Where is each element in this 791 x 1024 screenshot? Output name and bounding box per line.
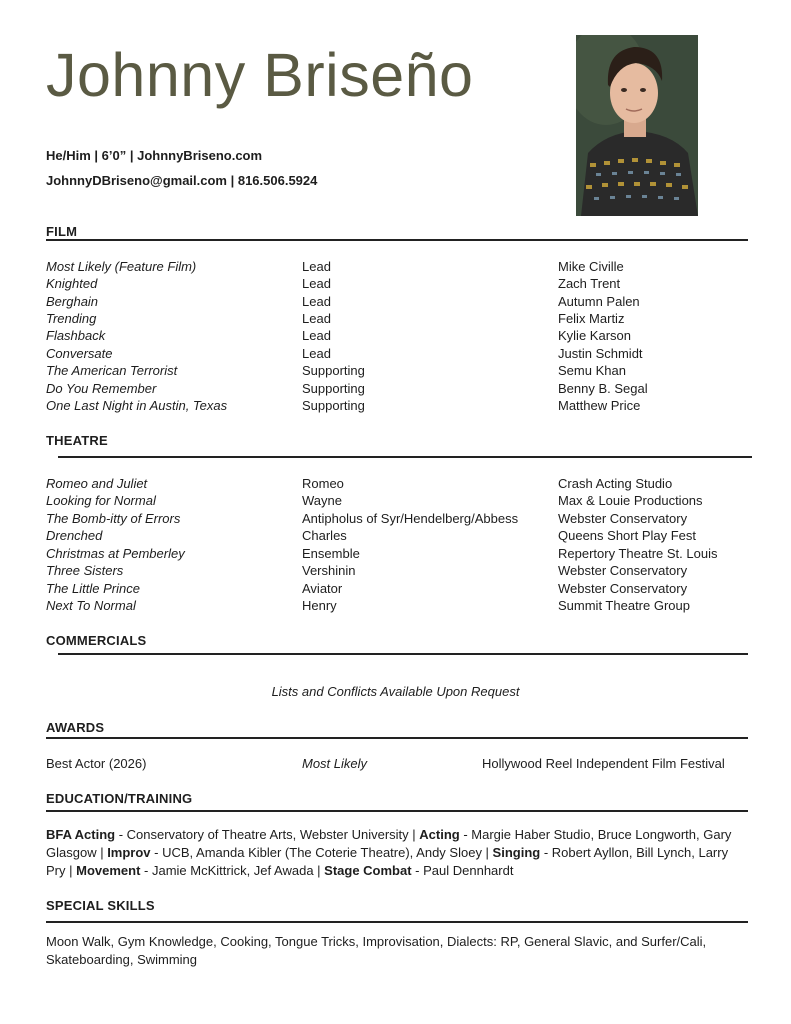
film-title: Trending (46, 311, 97, 326)
theatre-title: Drenched (46, 528, 103, 543)
film-row (46, 397, 756, 414)
theatre-company: Max & Louie Productions (558, 493, 703, 508)
commercials-note: Lists and Conflicts Available Upon Request (271, 684, 520, 699)
theatre-row (46, 545, 756, 562)
theatre-title: Three Sisters (46, 563, 124, 578)
commercials-divider (58, 653, 748, 655)
theatre-title: Looking for Normal (46, 493, 156, 508)
theatre-title: Romeo and Juliet (46, 476, 148, 491)
theatre-company: Webster Conservatory (558, 581, 688, 596)
training-category: Improv (107, 845, 151, 860)
theatre-role: Romeo (302, 476, 344, 491)
film-title: The American Terrorist (46, 363, 178, 378)
film-row (46, 293, 756, 310)
training-category: Stage Combat (324, 863, 412, 878)
film-director: Mike Civille (558, 259, 624, 274)
film-role: Lead (302, 346, 331, 361)
film-role: Lead (302, 328, 331, 343)
film-director: Autumn Palen (558, 294, 640, 309)
theatre-company: Queens Short Play Fest (558, 528, 697, 543)
training-category: Acting (419, 827, 460, 842)
film-row (46, 275, 756, 292)
film-director: Benny B. Segal (558, 381, 648, 396)
film-row (46, 345, 756, 362)
theatre-role: Charles (302, 528, 347, 543)
theatre-row (46, 492, 756, 509)
film-role: Supporting (302, 381, 365, 396)
theatre-title: Next To Normal (46, 598, 136, 613)
theatre-company: Repertory Theatre St. Louis (558, 546, 718, 561)
headshot-photo (576, 35, 698, 216)
training-detail: - Paul Dennhardt (411, 863, 514, 878)
awards-section-title: AWARDS (46, 720, 105, 735)
theatre-row (46, 562, 756, 579)
education-section-title: EDUCATION/TRAINING (46, 791, 193, 806)
film-title: Conversate (46, 346, 113, 361)
education-paragraph (46, 826, 751, 880)
film-title: One Last Night in Austin, Texas (46, 398, 228, 413)
theatre-title: The Bomb-itty of Errors (46, 511, 181, 526)
training-category: Singing (492, 845, 541, 860)
skills-divider (46, 921, 748, 923)
awards-divider (46, 737, 748, 739)
theatre-role: Henry (302, 598, 337, 613)
film-director: Justin Schmidt (558, 346, 643, 361)
film-director: Matthew Price (558, 398, 641, 413)
film-role: Lead (302, 294, 331, 309)
training-category: BFA Acting (46, 827, 116, 842)
film-role: Supporting (302, 363, 365, 378)
film-row (46, 380, 756, 397)
film-director: Semu Khan (558, 363, 626, 378)
film-director: Felix Martiz (558, 311, 625, 326)
theatre-company: Webster Conservatory (558, 511, 688, 526)
skills-section-title: SPECIAL SKILLS (46, 898, 155, 913)
theatre-row (46, 597, 756, 614)
theatre-row (46, 510, 756, 527)
film-title: Knighted (46, 276, 98, 291)
film-section-title: FILM (46, 224, 78, 239)
theatre-title: The Little Prince (46, 581, 140, 596)
training-detail: - Conservatory of Theatre Arts, Webster University | (115, 827, 420, 842)
skills-paragraph: Moon Walk, Gym Knowledge, Cooking, Tongue Tricks, Improvisation, Dialects: RP, General Slavic, and Surfer/Cali, Skateboarding, Swimming (46, 934, 707, 967)
theatre-role: Wayne (302, 493, 342, 508)
film-row (46, 362, 756, 379)
award-work: Most Likely (302, 756, 368, 771)
film-role: Lead (302, 276, 331, 291)
film-role: Supporting (302, 398, 365, 413)
training-category: Movement (76, 863, 141, 878)
theatre-title: Christmas at Pemberley (46, 546, 185, 561)
theatre-role: Ensemble (302, 546, 360, 561)
film-role: Lead (302, 259, 331, 274)
film-title: Do You Remember (46, 381, 157, 396)
commercials-section-title: COMMERCIALS (46, 633, 147, 648)
film-title: Flashback (46, 328, 106, 343)
training-detail: - Jamie McKittrick, Jef Awada | (140, 863, 325, 878)
theatre-role: Antipholus of Syr/Hendelberg/Abbess (302, 511, 519, 526)
theatre-role: Aviator (302, 581, 343, 596)
theatre-row (46, 475, 756, 492)
contact-line-1: He/Him | 6’0” | JohnnyBriseno.com (46, 148, 263, 163)
film-row (46, 310, 756, 327)
film-role: Lead (302, 311, 331, 326)
theatre-company: Webster Conservatory (558, 563, 688, 578)
training-detail: - UCB, Amanda Kibler (The Coterie Theatre), Andy Sloey | (150, 845, 493, 860)
theatre-company: Summit Theatre Group (558, 598, 690, 613)
theatre-section-title: THEATRE (46, 433, 108, 448)
training-detail: - Robert Ayllon, Bill Lynch, Larry Pry | (46, 845, 729, 878)
film-title: Most Likely (Feature Film) (46, 259, 197, 274)
film-divider (46, 239, 748, 241)
theatre-role: Vershinin (302, 563, 356, 578)
film-row (46, 327, 756, 344)
theatre-row (46, 580, 756, 597)
award-festival: Hollywood Reel Independent Film Festival (482, 756, 725, 771)
training-detail: - Margie Haber Studio, Bruce Longworth, Gary Glasgow | (46, 827, 732, 860)
theatre-row (46, 527, 756, 544)
theatre-divider (58, 456, 752, 458)
film-row (46, 258, 756, 275)
film-director: Zach Trent (558, 276, 621, 291)
award-name: Best Actor (2026) (46, 756, 147, 771)
film-title: Berghain (46, 294, 99, 309)
contact-line-2: JohnnyDBriseno@gmail.com | 816.506.5924 (46, 173, 318, 188)
film-director: Kylie Karson (558, 328, 631, 343)
actor-name: Johnny Briseño (46, 41, 474, 109)
theatre-company: Crash Acting Studio (558, 476, 673, 491)
education-divider (46, 810, 748, 812)
